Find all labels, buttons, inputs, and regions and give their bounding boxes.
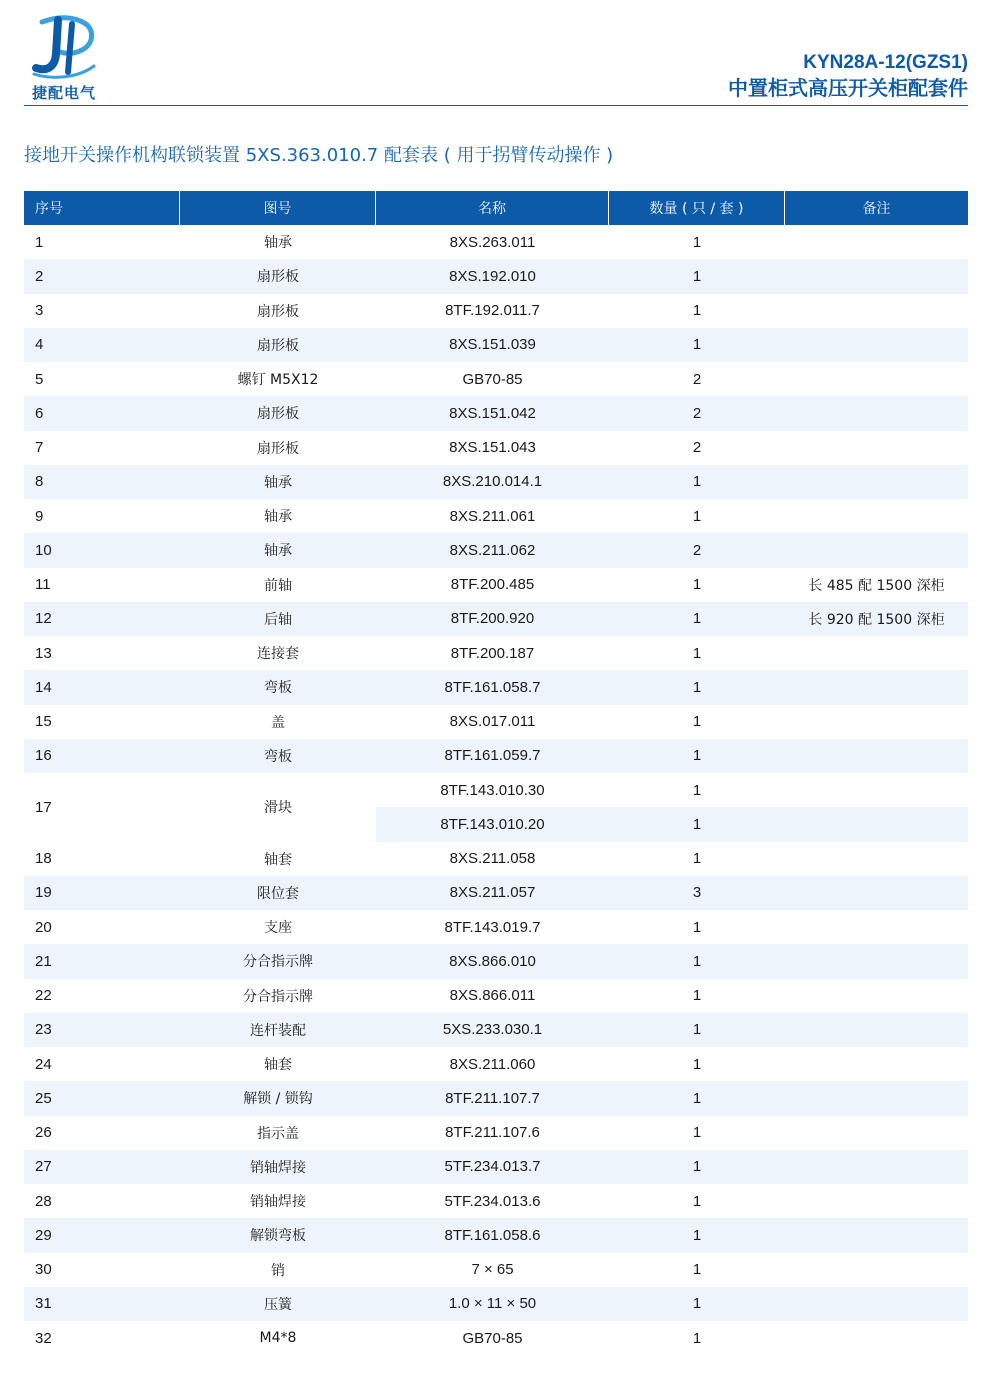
cell-note — [785, 533, 968, 567]
cell-name: 8TF.211.107.7 — [376, 1081, 609, 1115]
table-row — [24, 705, 968, 739]
table-row — [24, 328, 968, 362]
cell-qty: 1 — [692, 1192, 702, 1210]
cell-drawing: 解锁 / 锁钩 — [180, 1081, 376, 1115]
cell-note — [785, 979, 968, 1013]
cell-no: 22 — [35, 987, 52, 1005]
cell-note — [785, 1150, 968, 1184]
cell-drawing: 限位套 — [180, 876, 376, 910]
cell-name: 8TF.161.058.6 — [376, 1218, 609, 1252]
table-row — [24, 602, 968, 636]
cell-drawing: M4*8 — [259, 1330, 297, 1347]
cell-drawing: 销轴焊接 — [180, 1150, 376, 1184]
cell-qty: 1 — [609, 739, 785, 773]
cell-no: 16 — [24, 739, 180, 773]
cell-name: 8XS.210.014.1 — [376, 465, 609, 499]
cell-drawing: 扇形板 — [180, 396, 376, 430]
cell-note: 长 485 配 1500 深柜 — [808, 577, 945, 594]
product-model: KYN28A-12(GZS1) — [803, 52, 968, 73]
cell-qty: 1 — [609, 670, 785, 704]
table-row — [24, 1321, 968, 1355]
cell-note — [785, 1218, 968, 1252]
document-header — [728, 50, 968, 101]
cell-qty: 1 — [609, 259, 785, 293]
table-row — [24, 1013, 968, 1047]
cell-drawing: 滑块 — [264, 800, 292, 817]
cell-note — [785, 294, 968, 328]
cell-qty: 2 — [609, 533, 785, 567]
cell-drawing: 螺钉 M5X12 — [237, 372, 319, 389]
cell-drawing: 轴承 — [264, 235, 292, 252]
cell-qty: 1 — [609, 1081, 785, 1115]
cell-drawing: 扇形板 — [180, 259, 376, 293]
cell-name: 1.0 × 11 × 50 — [376, 1287, 609, 1321]
cell-no: 21 — [24, 944, 180, 978]
header-divider — [24, 105, 968, 106]
table-row — [24, 1116, 968, 1150]
cell-note — [785, 431, 968, 465]
table-row — [24, 465, 968, 499]
cell-note — [785, 1253, 968, 1287]
cell-qty: 1 — [692, 987, 702, 1005]
cell-qty: 1 — [692, 302, 702, 320]
cell-note — [785, 944, 968, 978]
cell-no: 1 — [35, 233, 44, 251]
cell-drawing: 连杆装配 — [180, 1013, 376, 1047]
cell-name: 8XS.151.042 — [376, 396, 609, 430]
cell-drawing: 弯板 — [180, 670, 376, 704]
cell-drawing: 指示盖 — [257, 1125, 299, 1142]
cell-note — [785, 1184, 968, 1218]
cell-name: 8TF.211.107.6 — [445, 1124, 540, 1142]
cell-drawing: 轴承 — [264, 509, 292, 526]
cell-drawing: 轴套 — [264, 1057, 292, 1074]
cell-note — [785, 465, 968, 499]
table-row — [24, 1150, 968, 1184]
cell-name: 8TF.200.920 — [376, 602, 609, 636]
cell-note — [785, 499, 968, 533]
cell-note — [785, 807, 968, 841]
cell-drawing: 支座 — [264, 920, 292, 937]
cell-drawing: 盖 — [271, 714, 285, 731]
cell-note — [785, 1321, 968, 1355]
table-row — [24, 259, 968, 293]
table-row — [24, 499, 968, 533]
table-row — [24, 1218, 968, 1252]
cell-note — [785, 636, 968, 670]
cell-name: 8TF.200.485 — [450, 576, 535, 594]
cell-name: 8XS.211.060 — [449, 1055, 536, 1073]
table-row — [24, 533, 968, 567]
table-row — [24, 773, 968, 807]
cell-no: 20 — [35, 918, 52, 936]
table-title: 接地开关操作机构联锁装置 5XS.363.010.7 配套表 ( 用于拐臂传动操作 ) — [24, 145, 614, 166]
cell-drawing: 连接套 — [257, 646, 299, 663]
cell-no: 24 — [35, 1055, 52, 1073]
cell-no: 12 — [24, 602, 180, 636]
cell-qty: 1 — [692, 1055, 702, 1073]
cell-drawing: 压簧 — [180, 1287, 376, 1321]
cell-name: GB70-85 — [462, 370, 523, 388]
cell-drawing: 扇形板 — [257, 303, 299, 320]
cell-name: 8XS.211.057 — [376, 876, 609, 910]
table-row — [24, 1047, 968, 1081]
cell-name: 8XS.211.062 — [376, 533, 609, 567]
cell-note — [785, 910, 968, 944]
cell-no: 10 — [24, 533, 180, 567]
cell-name: 5XS.233.030.1 — [376, 1013, 609, 1047]
cell-no: 7 — [35, 439, 44, 457]
table-row — [24, 876, 968, 910]
cell-name: GB70-85 — [462, 1329, 523, 1347]
table-row — [24, 910, 968, 944]
cell-drawing: 轴承 — [180, 465, 376, 499]
cell-drawing: 弯板 — [180, 739, 376, 773]
cell-name: 8XS.211.061 — [449, 507, 536, 525]
parts-table — [24, 191, 968, 1355]
cell-qty: 3 — [609, 876, 785, 910]
table-row — [24, 362, 968, 396]
cell-qty: 1 — [609, 807, 785, 841]
cell-name: 8TF.192.011.7 — [445, 302, 540, 320]
cell-drawing: 后轴 — [180, 602, 376, 636]
cell-note — [785, 396, 968, 430]
cell-drawing: 前轴 — [264, 577, 292, 594]
cell-drawing: 分合指示牌 — [243, 988, 313, 1005]
cell-qty: 1 — [609, 465, 785, 499]
table-row — [24, 1253, 968, 1287]
column-header-name: 名称 — [376, 191, 609, 225]
cell-name: 8XS.017.011 — [449, 713, 536, 731]
cell-name: 8TF.161.059.7 — [376, 739, 609, 773]
cell-note — [785, 705, 968, 739]
cell-note — [785, 1047, 968, 1081]
cell-no: 5 — [35, 370, 44, 388]
cell-note — [785, 259, 968, 293]
cell-drawing: 扇形板 — [180, 328, 376, 362]
cell-no: 31 — [24, 1287, 180, 1321]
cell-no: 9 — [35, 507, 44, 525]
table-row — [24, 1184, 968, 1218]
cell-no: 11 — [35, 576, 51, 594]
cell-name: 8TF.143.019.7 — [444, 918, 541, 936]
cell-name: 8XS.211.058 — [449, 850, 536, 868]
cell-no: 23 — [24, 1013, 180, 1047]
table-row — [24, 1287, 968, 1321]
table-row — [24, 670, 968, 704]
table-row — [24, 739, 968, 773]
cell-note — [785, 773, 968, 807]
table-row — [24, 568, 968, 602]
cell-qty: 1 — [609, 944, 785, 978]
table-row — [24, 396, 968, 430]
company-logo — [24, 14, 104, 102]
cell-name: 8TF.143.010.30 — [440, 781, 545, 799]
cell-no: 30 — [35, 1261, 52, 1279]
cell-no: 25 — [24, 1081, 180, 1115]
cell-qty: 1 — [692, 1124, 702, 1142]
cell-name: 7 × 65 — [471, 1261, 514, 1279]
cell-name: 8XS.151.039 — [376, 328, 609, 362]
cell-no: 14 — [24, 670, 180, 704]
cell-qty: 1 — [692, 850, 702, 868]
cell-no: 4 — [24, 328, 180, 362]
cell-drawing: 扇形板 — [257, 440, 299, 457]
cell-qty: 2 — [692, 370, 702, 388]
cell-note — [785, 1287, 968, 1321]
cell-no: 15 — [35, 713, 52, 731]
table-row — [24, 294, 968, 328]
cell-name: 8XS.192.010 — [376, 259, 609, 293]
cell-qty: 1 — [609, 1013, 785, 1047]
cell-qty: 1 — [692, 576, 702, 594]
cell-no: 29 — [24, 1218, 180, 1252]
cell-no: 27 — [24, 1150, 180, 1184]
table-row — [24, 979, 968, 1013]
cell-drawing: 销轴焊接 — [250, 1194, 306, 1211]
company-name: 捷配电气 — [31, 84, 96, 102]
cell-qty: 2 — [692, 439, 702, 457]
cell-drawing: 轴承 — [180, 533, 376, 567]
cell-qty: 1 — [692, 233, 702, 251]
cell-note — [785, 1116, 968, 1150]
column-header-qty: 数量 ( 只 / 套 ) — [609, 191, 785, 225]
cell-qty: 1 — [609, 602, 785, 636]
cell-no: 13 — [35, 644, 52, 662]
cell-name: 5TF.234.013.6 — [444, 1192, 541, 1210]
cell-no: 28 — [35, 1192, 52, 1210]
cell-name: 8XS.866.011 — [449, 987, 536, 1005]
cell-qty: 1 — [692, 644, 702, 662]
column-header-no: 序号 — [24, 191, 180, 225]
cell-qty: 1 — [692, 918, 702, 936]
cell-drawing: 分合指示牌 — [180, 944, 376, 978]
table-row — [24, 636, 968, 670]
cell-note: 长 920 配 1500 深柜 — [785, 602, 968, 636]
cell-qty: 1 — [609, 328, 785, 362]
cell-note — [785, 842, 968, 876]
cell-qty: 1 — [692, 713, 702, 731]
jp-logo-icon — [28, 14, 100, 80]
cell-qty: 2 — [609, 396, 785, 430]
cell-name: 8TF.143.010.20 — [376, 807, 609, 841]
table-row — [24, 1081, 968, 1115]
cell-no: 8 — [24, 465, 180, 499]
table-body — [24, 225, 968, 1355]
table-row — [24, 842, 968, 876]
cell-note — [785, 1013, 968, 1047]
cell-drawing: 解锁弯板 — [180, 1218, 376, 1252]
cell-name: 5TF.234.013.7 — [376, 1150, 609, 1184]
cell-no: 18 — [35, 850, 52, 868]
cell-qty: 1 — [692, 1261, 702, 1279]
cell-name: 8XS.151.043 — [449, 439, 536, 457]
cell-drawing: 销 — [271, 1262, 285, 1279]
cell-name: 8XS.263.011 — [449, 233, 536, 251]
table-row — [24, 225, 968, 259]
cell-name: 8TF.200.187 — [450, 644, 535, 662]
column-header-drawing: 图号 — [180, 191, 376, 225]
cell-name: 8TF.161.058.7 — [376, 670, 609, 704]
cell-no: 2 — [24, 259, 180, 293]
cell-no: 32 — [35, 1329, 52, 1347]
cell-name: 8XS.866.010 — [376, 944, 609, 978]
cell-note — [785, 225, 968, 259]
table-row — [24, 431, 968, 465]
cell-no: 3 — [35, 302, 44, 320]
cell-qty: 1 — [609, 1287, 785, 1321]
column-header-note: 备注 — [785, 191, 968, 225]
cell-drawing: 轴套 — [264, 851, 292, 868]
table-header-row — [24, 191, 968, 225]
cell-qty: 1 — [692, 781, 702, 799]
cell-note — [785, 1081, 968, 1115]
cell-note — [785, 328, 968, 362]
cell-no: 19 — [24, 876, 180, 910]
table-row — [24, 944, 968, 978]
cell-qty: 1 — [692, 1329, 702, 1347]
cell-no: 6 — [24, 396, 180, 430]
cell-no: 17 — [35, 798, 52, 816]
cell-note — [785, 876, 968, 910]
cell-note — [785, 739, 968, 773]
cell-qty: 1 — [609, 1218, 785, 1252]
cell-note — [785, 362, 968, 396]
cell-qty: 1 — [692, 507, 702, 525]
cell-no: 26 — [35, 1124, 52, 1142]
cell-note — [785, 670, 968, 704]
page-title: 中置柜式高压开关柜配套件 — [728, 76, 968, 100]
cell-qty: 1 — [609, 1150, 785, 1184]
